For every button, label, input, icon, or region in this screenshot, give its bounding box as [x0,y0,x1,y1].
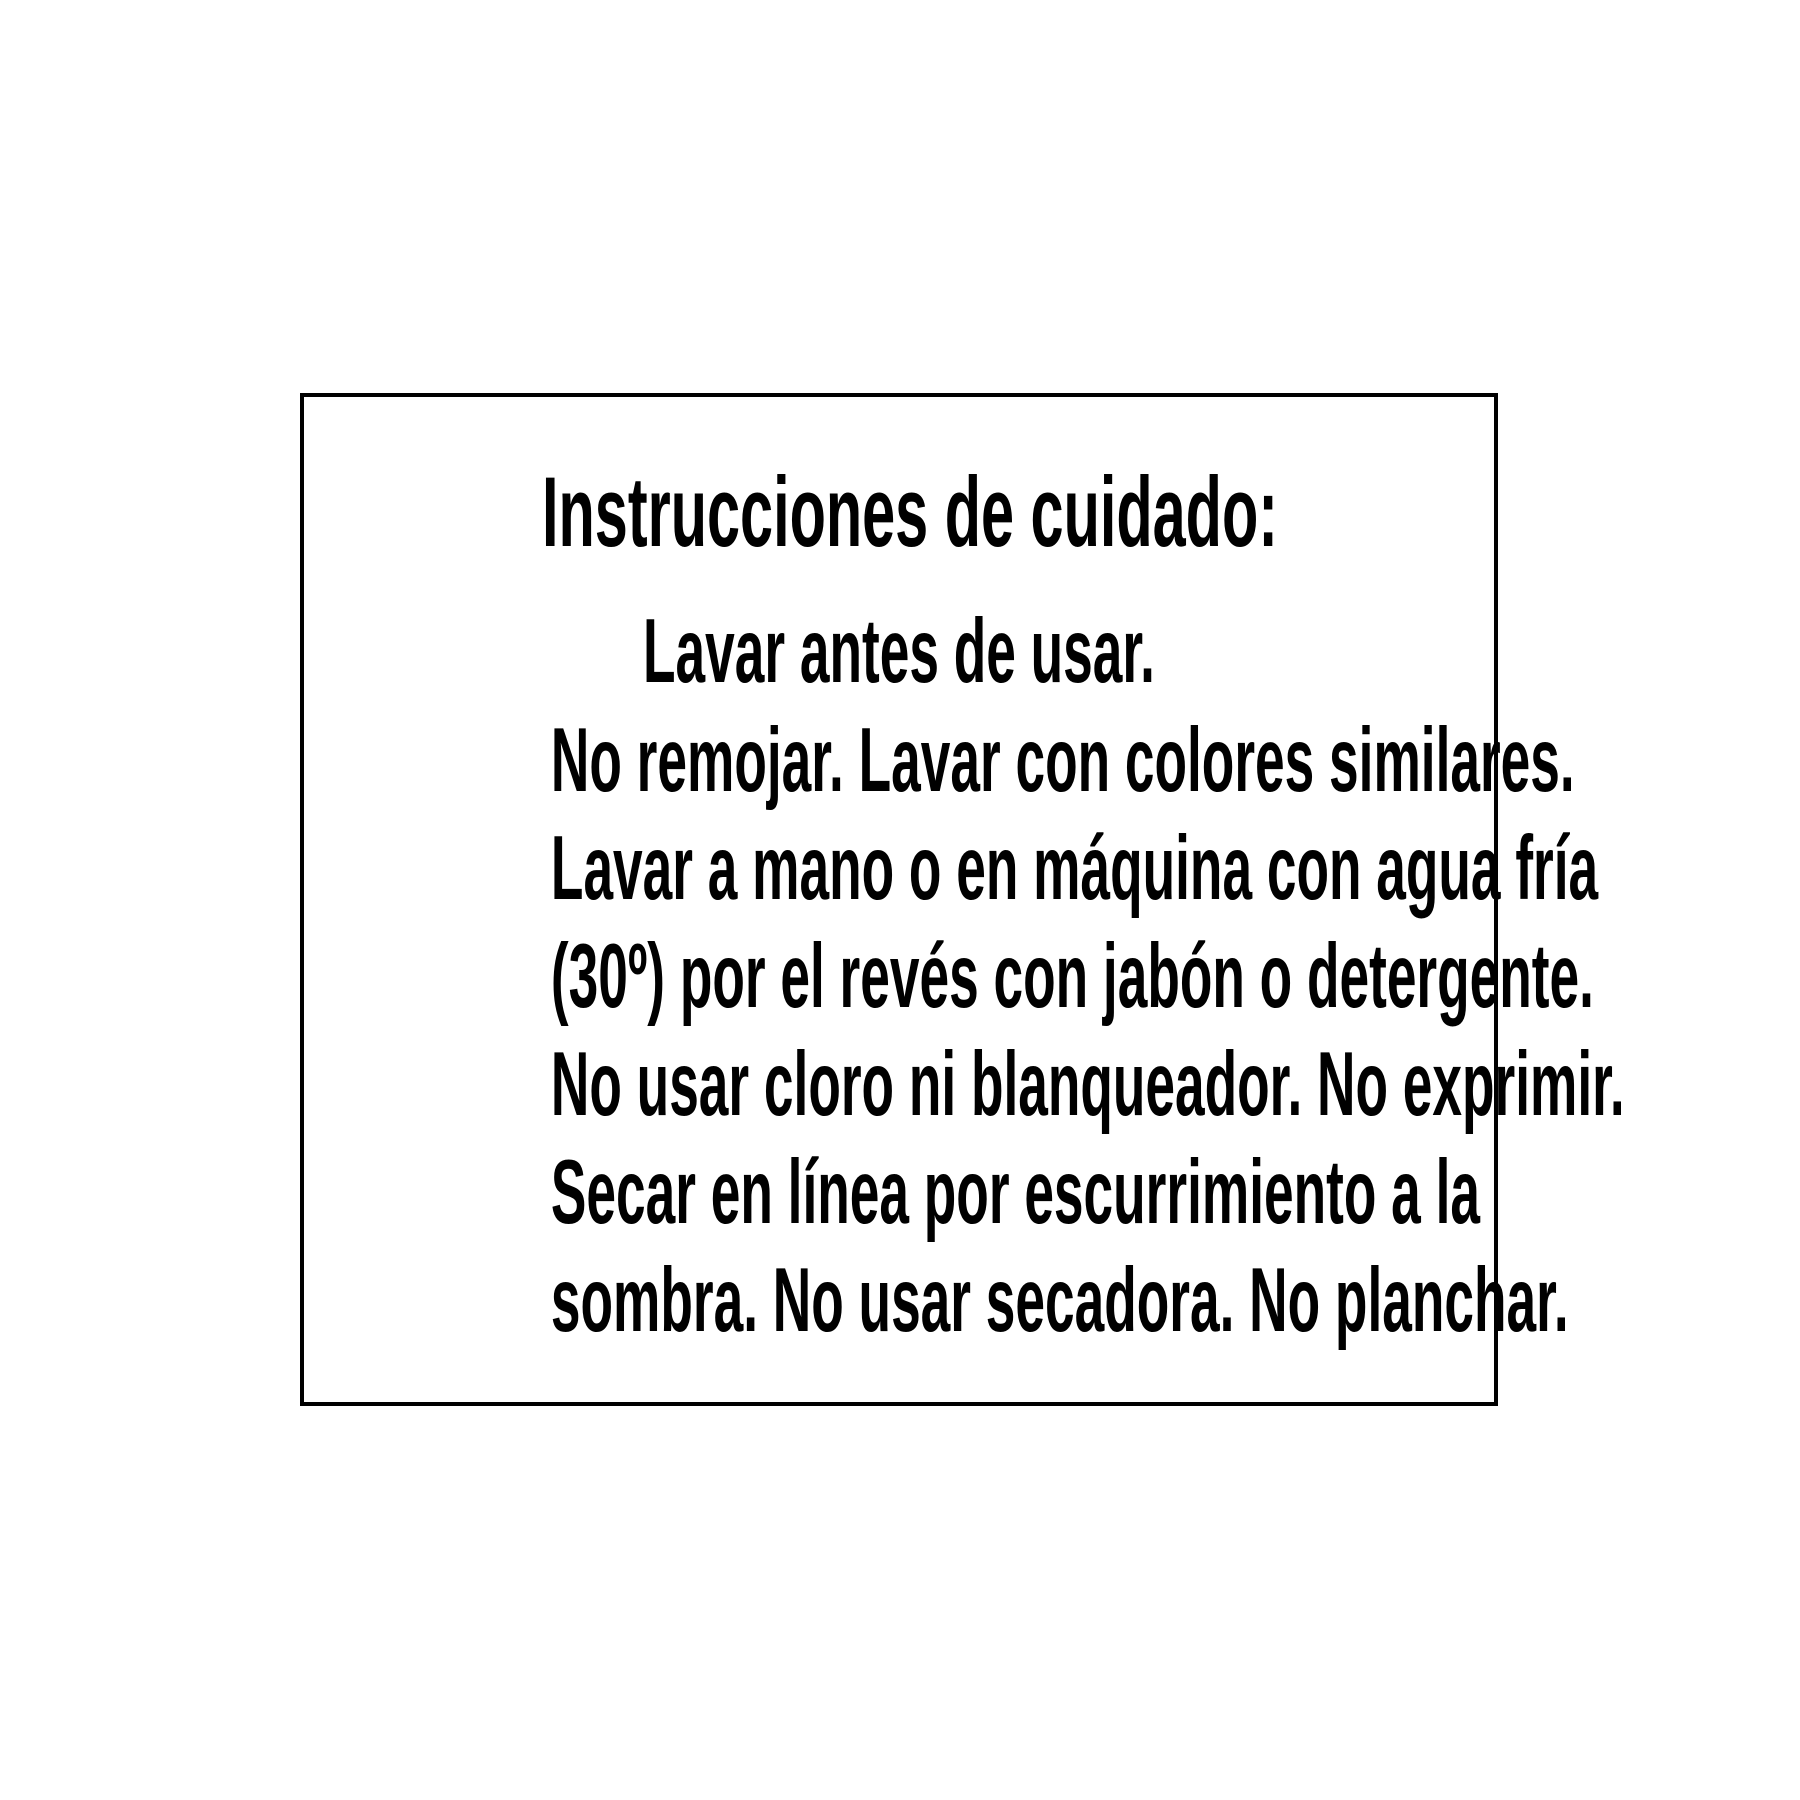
care-instruction-line: Secar en línea por escurrimiento a la [550,1142,1480,1243]
care-instruction-line: Lavar a mano o en máquina con agua fría [550,818,1599,919]
care-instruction-line: (30º) por el revés con jabón o detergente. [550,926,1594,1027]
care-instruction-line: sombra. No usar secadora. No planchar. [550,1250,1569,1351]
care-label-title: Instrucciones de cuidado: [542,456,1279,567]
care-instruction-line: No remojar. Lavar con colores similares. [550,710,1575,811]
care-instruction-line: Lavar antes de usar. [643,601,1155,702]
care-label-box [300,393,1625,1406]
care-instruction-line: No usar cloro ni blanqueador. No exprimir. [550,1034,1625,1135]
